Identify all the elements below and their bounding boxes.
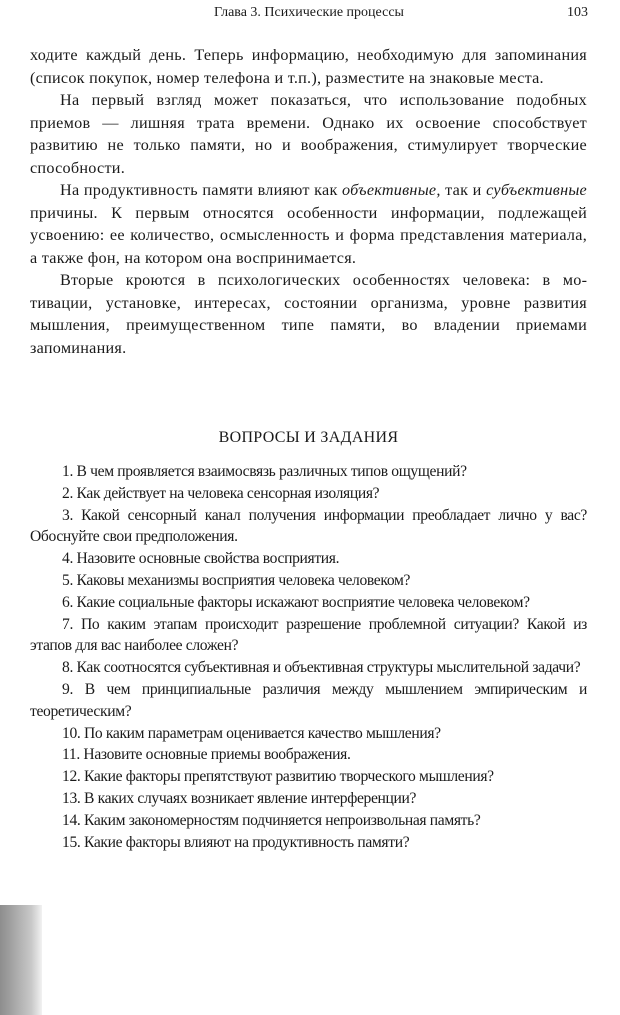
running-header <box>30 4 588 22</box>
paragraph-3-text-a: На продуктивность памяти влияют как <box>60 181 343 199</box>
question-item: 12. Какие факторы препятствуют развитию творческого мышления? <box>62 768 494 786</box>
chapter-title: Глава 3. Психические процессы <box>214 5 404 20</box>
question-item: 5. Каковы механизмы восприятия человека человеком? <box>62 571 411 589</box>
paragraph-4: Вторые кроются в психологических особенностях человека: в мотивации, установке, интересах, состоянии организма, уровне развития мышления, преимущественном типе памяти, во владении приемами запоминания. <box>30 271 587 357</box>
question-item: 9. В чем принципиальные различия между мышлением эмпирическим и теоретическим? <box>30 680 587 720</box>
page-number: 103 <box>567 5 588 20</box>
paragraph-3-text-b: так и <box>440 181 487 199</box>
question-item: 14. Каким закономерностям подчиняется непроизвольная память? <box>62 811 481 829</box>
question-item: 2. Как действует на человека сенсорная изоляция? <box>62 484 380 502</box>
question-item: 6. Какие социальные факторы искажают восприятие человека человеком? <box>62 593 530 611</box>
question-item: 4. Назовите основные свойства восприятия. <box>62 550 340 568</box>
question-item: 7. По каким этапам происходит разрешение проблемной ситуации? Какой из этапов для вас наиболее сложен? <box>30 615 587 655</box>
emphasis-objective: объективные, <box>342 181 441 199</box>
paragraph-3 <box>30 179 587 269</box>
question-item: 13. В каких случаях возникает явление интерференции? <box>62 789 417 807</box>
questions-list <box>30 461 587 853</box>
body-text <box>30 44 587 359</box>
question-item: 15. Какие факторы влияют на продуктивность памяти? <box>62 833 410 851</box>
paragraph-2: На первый взгляд может показаться, что использование подобных приемов — лишняя трата времени. Однако их освоение способствует развитию не только памяти, но и воображения, стимулирует творческие способности. <box>30 91 587 177</box>
question-item: 11. Назовите основные приемы воображения. <box>62 746 351 764</box>
question-item: 10. По каким параметрам оценивается качество мышления? <box>62 724 441 742</box>
paragraph-1: ходите каждый день. Теперь информацию, необходимую для запоминания (список покупок, номер телефона и т.п.), разместите на знаковые места. <box>30 46 587 87</box>
question-item: 8. Как соотносятся субъективная и объективная структуры мыслительной задачи? <box>62 659 581 677</box>
question-item: 1. В чем проявляется взаимосвязь различных типов ощущений? <box>62 463 467 480</box>
emphasis-subjective: субъективные <box>486 181 587 199</box>
section-heading: ВОПРОСЫ И ЗАДАНИЯ <box>218 429 399 446</box>
question-item: 3. Какой сенсорный канал получения информации преобладает лично у вас? Обоснуйте свои предположения. <box>30 506 587 546</box>
paragraph-3-text-c: причины. К первым относятся особенности информации, подлежащей усвоению: ее количество, осмысленность и форма представления материала, а также фон, на котором она воспринимается. <box>30 203 587 267</box>
scan-shadow-edge <box>0 905 42 1015</box>
